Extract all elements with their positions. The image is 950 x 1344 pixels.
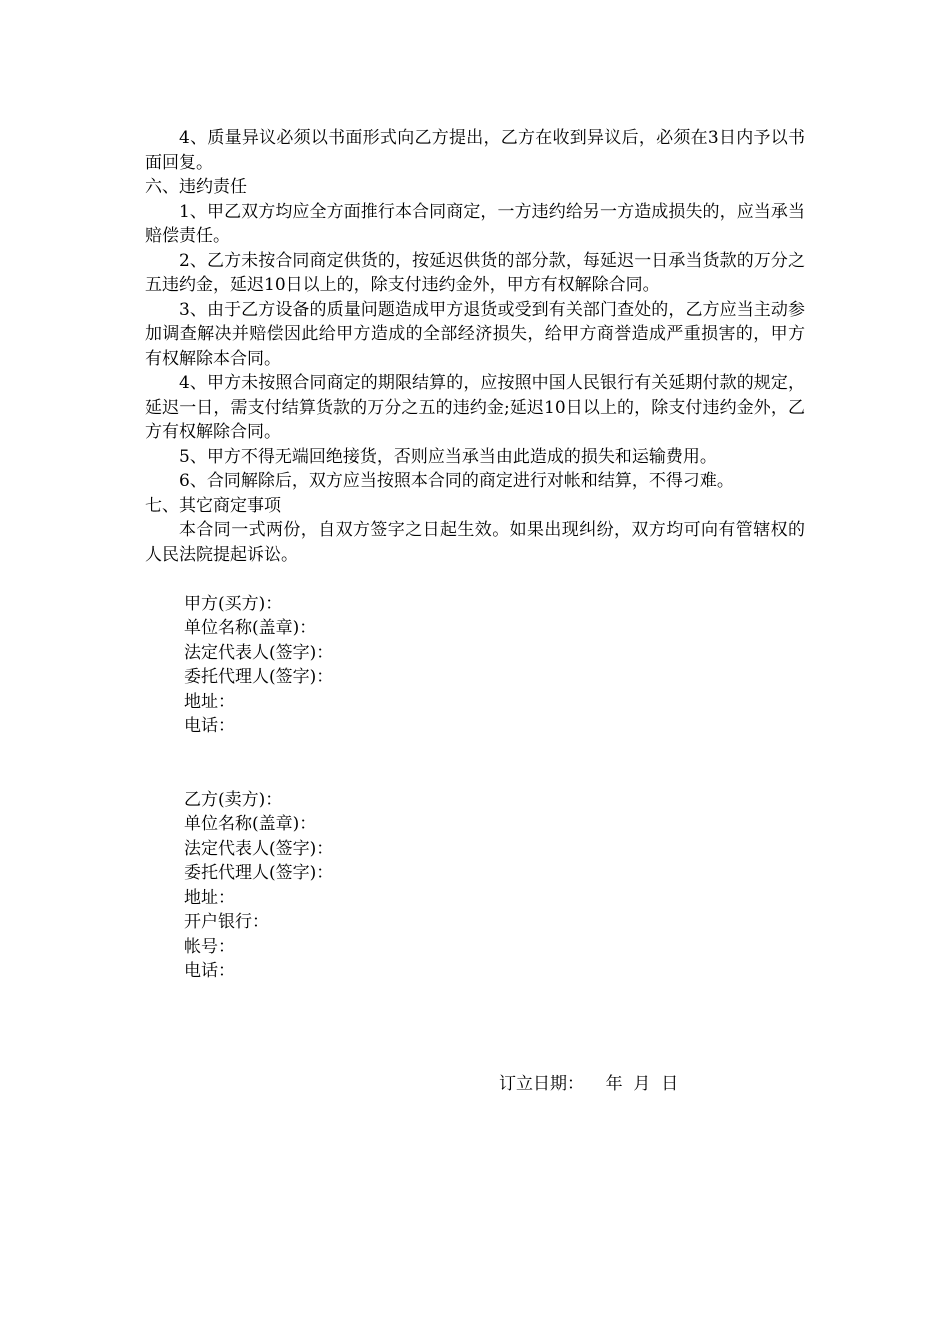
section-6-heading: 六、违约责任 xyxy=(145,177,247,197)
party-b-address: 地址： xyxy=(184,887,235,908)
party-a-signature-block xyxy=(145,592,805,739)
section-6-item-2: 2、乙方未按合同商定供货的，按延迟供货的部分款，每延迟一日承当货款的万分之五违约金，延迟10日以上的，除支付违约金外，甲方有权解除合同。 xyxy=(145,250,805,295)
section-6-item-6: 6、合同解除后，双方应当按照本合同的商定进行对帐和结算，不得刁难。 xyxy=(179,471,734,491)
party-b-legal-representative: 法定代表人(签字)： xyxy=(184,838,334,859)
section-7-body: 本合同一式两份，自双方签字之日起生效。如果出现纠纷，双方均可向有管辖权的人民法院提起诉讼。 xyxy=(145,520,805,565)
party-a-authorized-agent: 委托代理人(签字)： xyxy=(184,667,334,687)
party-a-title: 甲方(买方)： xyxy=(184,593,283,614)
party-a-legal-representative: 法定代表人(签字)： xyxy=(184,642,334,663)
section-7-heading: 七、其它商定事项 xyxy=(145,495,281,516)
party-b-bank: 开户银行： xyxy=(184,912,269,932)
party-b-account-number: 帐号： xyxy=(184,936,235,957)
section-6-item-4: 4、甲方未按照合同商定的期限结算的，应按照中国人民银行有关延期付款的规定，延迟一日，需支付结算货款的万分之五的违约金;延迟10日以上的，除支付违约金外，乙方有权解除合同。 xyxy=(145,373,805,442)
party-b-authorized-agent: 委托代理人(签字)： xyxy=(184,863,334,883)
party-b-phone: 电话： xyxy=(184,961,235,981)
section-6-item-1: 1、甲乙双方均应全方面推行本合同商定，一方违约给另一方造成损失的，应当承当赔偿责任。 xyxy=(145,201,805,246)
quality-objection-clause: 4、质量异议必须以书面形式向乙方提出，乙方在收到异议后，必须在3日内予以书面回复。 xyxy=(145,128,805,173)
party-a-phone: 电话： xyxy=(184,716,235,736)
signing-date: 订立日期： 年 月 日 xyxy=(499,1074,679,1094)
party-b-company-name: 单位名称(盖章)： xyxy=(184,814,317,834)
section-6-item-3: 3、由于乙方设备的质量问题造成甲方退货或受到有关部门查处的，乙方应当主动参加调查解决并赔偿因此给甲方造成的全部经济损失，给甲方商誉造成严重损害的，甲方有权解除本合同。 xyxy=(145,299,805,369)
party-b-title: 乙方(卖方)： xyxy=(184,789,283,810)
party-b-signature-block xyxy=(145,788,805,984)
spacer xyxy=(145,567,805,592)
party-a-company-name: 单位名称(盖章)： xyxy=(184,618,317,638)
party-a-address: 地址： xyxy=(184,691,235,712)
contract-body xyxy=(145,126,805,984)
spacer xyxy=(145,739,805,788)
section-6-item-5: 5、甲方不得无端回绝接货，否则应当承当由此造成的损失和运输费用。 xyxy=(179,446,717,467)
